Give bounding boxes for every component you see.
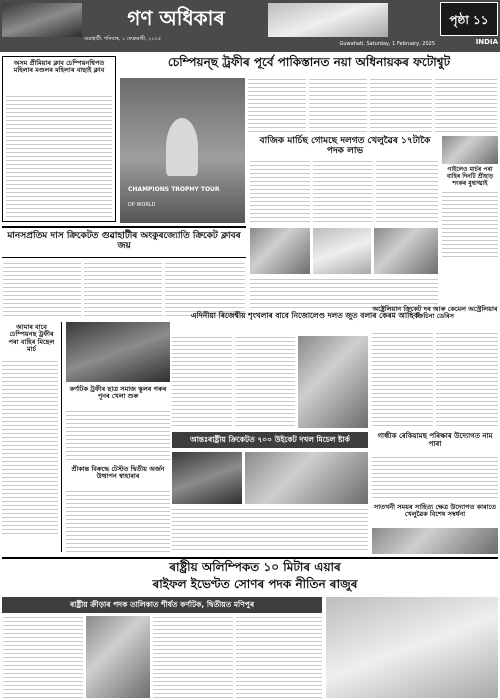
left-top-body [6,95,112,218]
kabaddi-headline-box [2,226,246,258]
masthead-logo: গণ অধিকাৰ [127,6,225,30]
bottom-body-2 [153,616,233,698]
center-body-top [250,278,438,308]
lead-body-column-4 [435,78,497,132]
gandhi-body [372,456,498,500]
date-line-left: গুৱাহাটী, শনিবাৰ, ১ ফেব্ৰুৱাৰী, ২০২৫ [84,36,162,42]
team-photo [326,597,498,698]
nigeria-body-1 [172,336,232,428]
bottom-headline-1: ৰাষ্ট্ৰীয় অলিম্পিকত ১০ মিটাৰ এয়াৰ [169,560,341,574]
date-line-right: Guwahati, Saturday, 1 February, 2025 [339,41,435,47]
nigeria-body-2 [235,336,295,428]
trophy-photo [120,78,245,223]
player-photo-2 [313,228,371,274]
right-top-body [442,191,498,259]
nigeria-headline: এদিনীয়া ৰিজেশ্বীয় শৃংখলাৰ বাবে নিজোলেণ্ড দলত জুত বলাৰ কেৰম আছিক [190,311,420,320]
lead-body-column-3 [370,78,432,132]
center-mid-headline: কৰ্ণাটক ট্ৰফীৰ ছাত্ৰ সমাজ স্কুলৰ গৰুৰ পুনৰ খেলা শুৰু [69,385,167,401]
masthead-photo-right [268,3,388,37]
player-photo-3 [374,228,438,274]
center-mid-body [66,410,170,462]
lead-body-column-2 [309,78,367,132]
bazhik-body-2 [313,160,373,224]
karate-photo [372,528,498,554]
section-label: INDIA [475,38,498,46]
gandhi-headline: গান্ধীক ৰেকিয়ামছ পৰিক্ষাৰ উদ্যোগত নাম পাৰা [377,432,493,449]
cricket-body-1 [372,332,433,428]
center-small-headline: শ্ৰীকান্ত বিৰুদ্ধে টেস্টত দ্বিতীয় অৰ্জন উত্থাপন স্বাহাৰাৰ [71,465,165,481]
left-small-body [2,360,58,536]
kabaddi-body-3 [165,262,245,318]
nz-player-photo [298,336,368,428]
bottom-divider [2,557,498,559]
bazhik-body-3 [376,160,438,224]
trophy-caption: CHAMPIONS TROPHY TOUR [128,186,220,193]
kabaddi-body-2 [84,262,162,318]
left-top-headline: অসম প্ৰীমিয়াৰ ক্লাব চেম্পিয়নশ্বিপত মহিলাৰ মণ্ডলৰ মহিলাৰ বাছাই ক্লাব [13,59,105,75]
starc-banner: আন্তঃৰাষ্ট্ৰীয় ক্ৰিকেটত ৭০০ উইকেট দখল মিচেল ষ্টাৰ্ক [172,432,368,448]
starc-photo-1 [172,452,242,504]
left-small-story [2,322,62,552]
bottom-body-3 [236,616,322,698]
bottom-headline-2: ৰাইফল ইভেণ্টত সোণৰ পদক নীতিন ৰাজুৰ [152,577,358,591]
player-photo-1 [250,228,310,274]
kabaddi-headline: মানসপ্ৰতিম দাস ক্ৰিকেটত গুৱাহাটীৰ অংকুৰজ্যোতি ক্ৰিকেট ক্লাবৰ জয় [7,231,241,252]
left-small-headline: আমাৰ বাবে চেম্পিয়নছ ট্ৰফীৰ পৰা বাহিৰ মিছেল মাৰ্চ [8,323,55,354]
kabaddi-body-1 [3,262,81,318]
lead-headline: চেম্পিয়ন্ছ ট্ৰফীৰ পূৰ্বে পাকিস্তানত নয়া অধিনায়কৰ ফটোশ্বুট [167,55,451,69]
bottom-sub-banner: ৰাষ্ট্ৰীয় ক্ৰীড়াৰ পদক তালিকাত শীৰ্ষত কৰ্ণাটক, দ্বিতীয়ত মণিপুৰ [2,597,322,613]
bazhik-headline: বাজিক মাৰ্চিছ গোমছে দলগত খেলুৱৈৰ ১৭টাকৈ পদক লাভ [259,136,431,157]
sports-assist-headline: সাতখনী সময়ৰ সাহিত্য ক্ষেত্ৰ উদ্যোগত কাৰাতে খেলুৱৈক বিশেষ সম্বৰ্ধনা [373,503,497,519]
lead-body-column-1 [248,78,306,132]
starc-body [172,508,368,552]
page-label: পৃষ্ঠা ১১ [449,13,489,27]
cricket-body-2 [436,332,498,428]
right-top-headline: গাইলেও মাৰ্চৰ পৰা বাহিৰ দিনটি শ্ৰীহাড় শংকৰ মুম্বাত্মাই [446,166,494,187]
shooter-photo [86,616,150,698]
masthead [0,0,500,52]
cricket-headline: অষ্ট্ৰেলিয়ান ক্ৰিকেট দৰ আৰু কেমেল অস্ট্ৰেলিয়াৰ ক্ৰিচিনা ডেৰিস [372,305,498,321]
crowd-photo [66,322,170,382]
trophy-sponsor: DP WORLD [128,202,156,208]
masthead-photo-left [2,3,82,37]
trophy-icon [166,118,198,176]
right-top-story [442,136,498,286]
page-number-box [440,2,498,36]
bazhik-body-1 [250,160,310,224]
center-small-body [66,490,170,552]
bottom-body-1 [3,616,83,698]
right-top-photo [442,136,498,164]
starc-photo-2 [245,452,368,504]
left-top-story [2,56,116,222]
